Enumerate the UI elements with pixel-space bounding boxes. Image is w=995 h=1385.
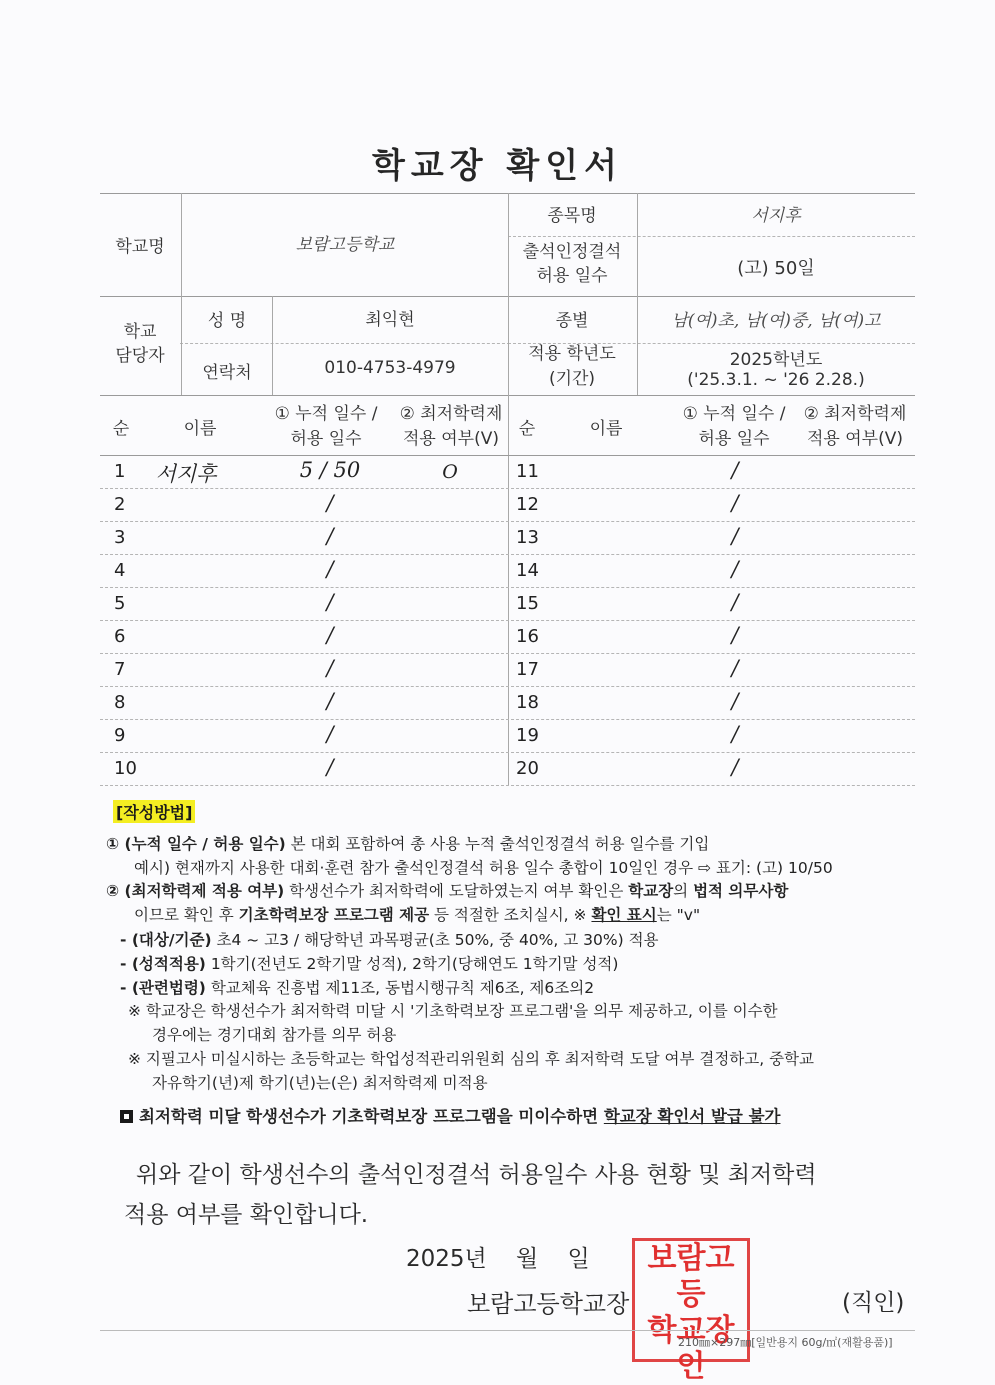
row-number: 4 [114,560,126,581]
row-days: / [326,491,334,515]
row-number: 2 [114,494,126,515]
note-6b: 경우에는 경기대회 참가를 의무 허용 [152,1026,397,1044]
confirm-line-2: 적용 여부를 확인합니다. [124,1202,369,1228]
note-3: - (대상/기준) 초4 ~ 고3 / 해당학년 과목평균(초 50%, 중 40%, 고 30%) 적용 [120,931,659,949]
row-number: 3 [114,527,126,548]
row-divider [100,686,915,687]
note-2a: ② (최저학력제 적용 여부) 학생선수가 최저학력에 도달하였는지 여부 확인은 학교장의 법적 의무사항 [106,882,789,900]
row-number: 16 [516,626,539,647]
note-1b: 예시) 현재까지 사용한 대회·훈련 참가 출석인정결석 허용 일수 총합이 10일인 경우 ⇨ 표기: (고) 10/50 [134,859,833,877]
row-days: / [326,656,334,680]
note-5: - (관련법령) 학교체육 진흥법 제11조, 동법시행규칙 제6조, 제6조의2 [120,979,595,997]
header-min-right: ② 최저학력제 적용 여부(V) [803,404,907,449]
row-days: / [326,557,334,581]
note-6a: ※ 학교장은 학생선수가 최저학력 미달 시 '기초학력보장 프로그램'을 의무 제공하고, 이를 이수한 [128,1002,778,1020]
event-value: 서지후 [751,206,801,226]
row-days: / [326,623,334,647]
school-seal-stamp: 보람고등 학교장인 [632,1238,750,1362]
row-divider [100,587,915,588]
note-2b: 이므로 확인 후 기초학력보장 프로그램 제공 등 적절한 조치실시, ※ 확인 표시는 "v" [134,906,701,924]
gender-label: 종별 [555,311,589,331]
row-number: 17 [516,659,539,680]
row-days: / [326,689,334,713]
row-number: 20 [516,758,539,779]
row-divider [100,521,915,522]
square-bullet-icon [120,1110,133,1123]
row-divider [100,554,915,555]
row-number: 9 [114,725,126,746]
header-days-left: ① 누적 일수 / 허용 일수 [274,404,378,449]
paper-footer: 210㎜×297㎜[일반용지 60g/㎡(재활용품)] [678,1336,893,1349]
row-days: / [731,623,739,647]
row-days: / [326,524,334,548]
row-days: / [731,590,739,614]
header-min-left: ② 최저학력제 적용 여부(V) [399,404,503,449]
row-number: 19 [516,725,539,746]
row-number: 11 [516,461,539,482]
row-number: 18 [516,692,539,713]
row-days: / [731,557,739,581]
year-period: ('25.3.1. ~ '26 2.28.) [687,370,865,390]
row-name: 서지후 [155,462,217,486]
row-days: / [731,458,739,482]
row-check: O [442,461,458,483]
contact-value: 010-4753-4979 [324,358,456,378]
document-title: 학교장 확인서 [372,146,623,186]
gender-value: 남(여)초, 남(여)중, 남(여)고 [671,311,881,331]
row-days: / [731,689,739,713]
row-days: / [731,491,739,515]
note-7b: 자유학기(년)제 학기(년)는(은) 최저학력제 미적용 [152,1074,488,1092]
row-divider [100,752,915,753]
row-days: / [326,590,334,614]
row-number: 14 [516,560,539,581]
allowed-days-label: 출석인정결석 허용 일수 [522,242,622,286]
row-number: 8 [114,692,126,713]
school-value: 보람고등학교 [295,235,395,255]
row-number: 12 [516,494,539,515]
row-days: / [731,524,739,548]
confirm-line-1: 위와 같이 학생선수의 출석인정결석 허용일수 사용 현황 및 최저학력 [136,1162,817,1188]
row-divider [100,653,915,654]
seal-label: (직인) [842,1290,905,1316]
row-number: 13 [516,527,539,548]
allowed-days-value: (고) 50일 [737,258,815,279]
header-name-right: 이름 [589,419,623,439]
year-value: 2025학년도 [729,350,823,370]
confirm-date: 2025년 월 일 [406,1246,590,1272]
note-8: 최저학력 미달 학생선수가 기초학력보장 프로그램을 미이수하면 학교장 확인서 발급 불가 [120,1103,780,1127]
header-no-left: 순 [112,419,130,439]
header-name-left: 이름 [183,419,217,439]
year-label: 적용 학년도 (기간) [528,344,616,389]
row-days: / [731,722,739,746]
row-days: / [326,722,334,746]
notes-heading: [작성방법] [113,800,195,823]
row-number: 15 [516,593,539,614]
header-days-right: ① 누적 일수 / 허용 일수 [682,404,786,449]
row-days: / [731,656,739,680]
row-days: 5 / 50 [299,458,361,482]
row-days: / [731,755,739,779]
row-number: 6 [114,626,126,647]
name-value: 최익현 [365,310,415,330]
signer: 보람고등학교장 [467,1290,630,1318]
row-divider [100,488,915,489]
row-days: / [326,755,334,779]
name-label: 성 명 [207,311,247,331]
row-divider [100,620,915,621]
manager-label: 학교 담당자 [115,322,165,366]
header-no-right: 순 [518,419,536,439]
contact-label: 연락처 [202,363,252,383]
row-number: 10 [114,758,137,779]
row-divider [100,785,915,786]
event-label: 종목명 [547,206,597,226]
row-divider [100,719,915,720]
row-number: 7 [114,659,126,680]
note-4: - (성적적용) 1학기(전년도 2학기말 성적), 2학기(당해연도 1학기말 성적) [120,955,619,973]
row-number: 5 [114,593,126,614]
school-label: 학교명 [115,237,165,257]
note-1a: ① (누적 일수 / 허용 일수) 본 대회 포함하여 총 사용 누적 출석인정결석 허용 일수를 기입 [106,835,710,853]
note-7a: ※ 지필고사 미실시하는 초등학교는 학업성적관리위원회 심의 후 최저학력 도달 여부 결정하고, 중학교 [128,1050,815,1068]
row-number: 1 [114,461,126,482]
